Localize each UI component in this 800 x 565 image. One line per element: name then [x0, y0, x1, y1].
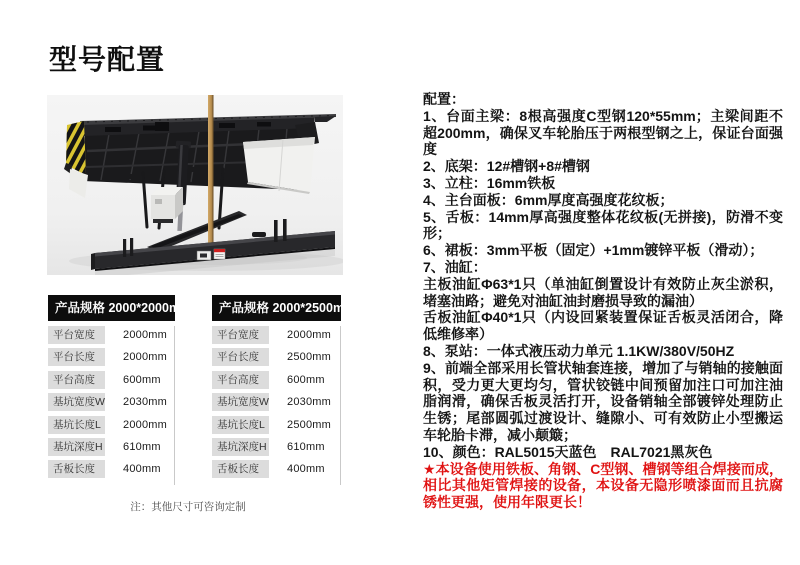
- config-item: 主板油缸Φ63*1只（单油缸倒置设计有效防止灰尘淤积，堵塞油路；避免对油缸油封磨损导致的漏油）: [423, 275, 783, 309]
- spec-label: 基坑宽度W: [212, 393, 269, 411]
- spec-label: 平台长度: [48, 348, 105, 366]
- spec-row: [212, 393, 340, 411]
- spec-row: [48, 348, 174, 366]
- spec-value: 2000mm: [287, 329, 331, 341]
- config-item: 10、颜色：RAL5015天蓝色 RAL7021黑灰色: [423, 443, 713, 460]
- spec-row: [48, 393, 174, 411]
- spec-value: 2030mm: [123, 396, 167, 409]
- spec-table-rows: [48, 326, 175, 485]
- config-heading: 配置：: [423, 91, 465, 107]
- config-item: 9、前端全部采用长管状轴套连接，增加了与销轴的接触面积，受力更大更均匀，管状铰链中间预留加注口可加注油脂润滑，确保舌板灵活打开，设备销轴全部镀锌处理防止生锈；尾部圆弧过渡设计、缝隙小、可有效防止小型搬运车轮胎卡滞，减小颠簸；: [423, 359, 783, 443]
- config-highlight: ★本设备使用铁板、角钢、C型钢、槽钢等组合焊接而成，相比其他矩管焊接的设备，本设备无隐形喷漆面而且抗腐锈性更强，使用年限更长！: [423, 460, 783, 511]
- config-item: 7、油缸：: [423, 258, 487, 275]
- custom-size-note: 注：其他尺寸可咨询定制: [130, 501, 246, 513]
- spec-value: 2500mm: [287, 418, 331, 431]
- dock-leveler-illustration: [47, 95, 343, 275]
- spec-row: [212, 438, 340, 456]
- spec-label: 基坑长度L: [212, 416, 269, 434]
- config-item: 5、舌板：14mm厚高强度整体花纹板(无拼接)，防滑不变形；: [423, 208, 783, 242]
- config-section: [423, 91, 783, 511]
- spec-value: 2030mm: [287, 396, 331, 409]
- spec-table-header: 产品规格 2000*2500mm: [212, 295, 341, 321]
- page-title: 型号配置: [49, 44, 166, 75]
- spec-label: 基坑宽度W: [48, 393, 105, 411]
- spec-label: 平台宽度: [48, 326, 105, 344]
- spec-table-2000x2000: [48, 295, 192, 485]
- spec-label: 基坑长度L: [48, 416, 105, 434]
- spec-value: 600mm: [123, 373, 161, 386]
- spec-row: [48, 460, 174, 478]
- spec-value: 600mm: [287, 373, 325, 386]
- spec-table-2000x2500: [212, 295, 356, 485]
- spec-row: [212, 416, 340, 434]
- spec-row: [48, 326, 174, 344]
- config-item: 8、泵站：一体式液压动力单元 1.1KW/380V/50HZ: [423, 342, 735, 359]
- spec-row: [212, 326, 340, 344]
- spec-value: 400mm: [123, 463, 161, 476]
- spec-value: 610mm: [123, 440, 161, 453]
- spec-value: 2000mm: [123, 418, 167, 431]
- spec-label: 基坑深度H: [48, 438, 105, 456]
- spec-table-rows: [212, 326, 341, 485]
- spec-value: 610mm: [287, 440, 325, 453]
- config-item: 舌板油缸Φ40*1只（内设回紧装置保证舌板灵活闭合，降低维修率）: [423, 309, 783, 343]
- config-item: 1、台面主梁：8根高强度C型钢120*55mm；主梁间距不超200mm，确保叉车轮胎压于两根型钢之上，保证台面强度: [423, 107, 783, 158]
- spec-label: 舌板长度: [48, 460, 105, 478]
- spec-row: [48, 438, 174, 456]
- spec-label: 平台长度: [212, 348, 269, 366]
- spec-row: [48, 371, 174, 389]
- config-item: 2、底架：12#槽钢+8#槽钢: [423, 158, 590, 175]
- config-item: 6、裙板：3mm平板（固定）+1mm镀锌平板（滑动）；: [423, 242, 764, 259]
- spec-value: 400mm: [287, 463, 325, 476]
- product-image: [47, 95, 343, 275]
- spec-row: [212, 460, 340, 478]
- spec-table-header: 产品规格 2000*2000mm: [48, 295, 175, 321]
- config-list: [423, 108, 783, 461]
- spec-value: 2000mm: [123, 351, 167, 364]
- spec-row: [212, 348, 340, 366]
- spec-label: 舌板长度: [212, 460, 269, 478]
- config-item: 4、主台面板：6mm厚度高强度花纹板；: [423, 191, 674, 208]
- spec-label: 平台高度: [212, 371, 269, 389]
- spec-label: 平台高度: [48, 371, 105, 389]
- spec-value: 2000mm: [123, 329, 167, 341]
- spec-label: 基坑深度H: [212, 438, 269, 456]
- config-item: 3、立柱：16mm铁板: [423, 174, 556, 191]
- spec-row: [212, 371, 340, 389]
- spec-row: [48, 416, 174, 434]
- spec-label: 平台宽度: [212, 326, 269, 344]
- spec-value: 2500mm: [287, 351, 331, 364]
